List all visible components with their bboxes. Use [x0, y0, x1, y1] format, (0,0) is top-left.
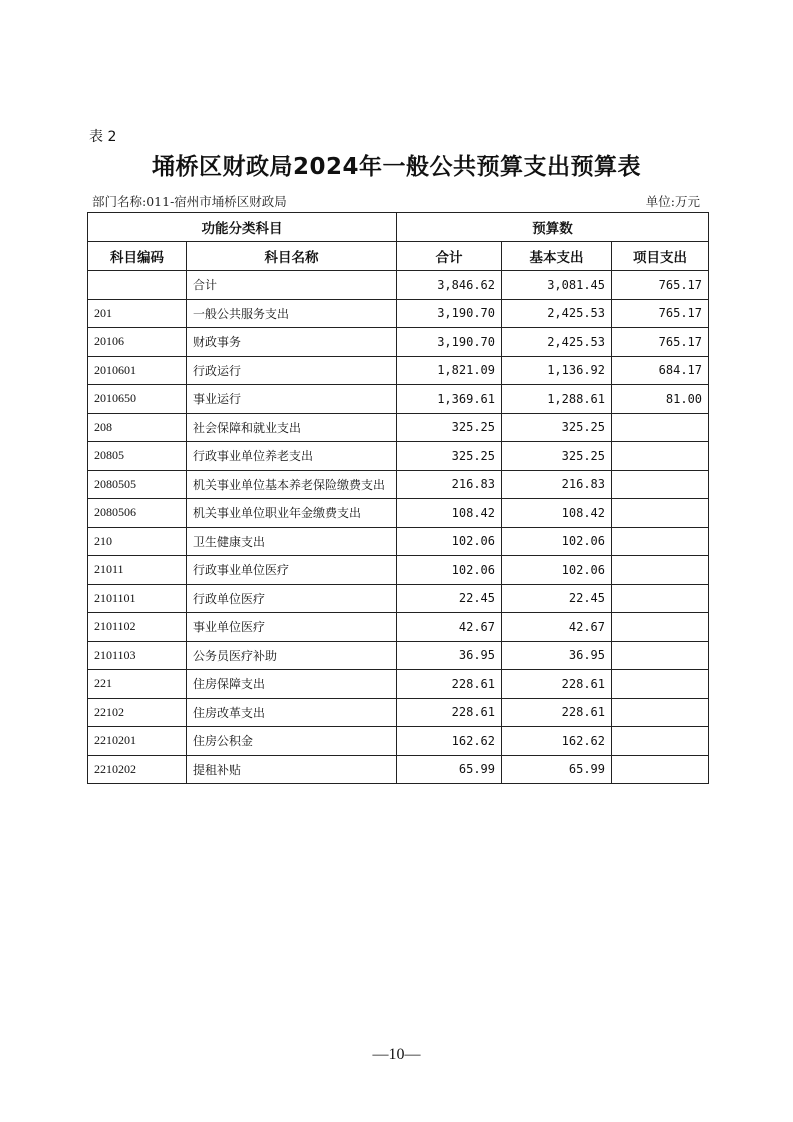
column-header-basic: 基本支出 [502, 242, 612, 271]
cell-basic: 216.83 [502, 470, 612, 499]
cell-code: 22102 [88, 698, 187, 727]
table-row [88, 413, 709, 442]
cell-basic: 65.99 [502, 755, 612, 784]
cell-name: 公务员医疗补助 [187, 641, 397, 670]
cell-project: 81.00 [612, 385, 709, 414]
column-header-row [88, 242, 709, 271]
cell-total: 325.25 [397, 442, 502, 471]
table-row [88, 556, 709, 585]
cell-project [612, 755, 709, 784]
table-row [88, 499, 709, 528]
cell-total: 36.95 [397, 641, 502, 670]
cell-name: 合计 [187, 271, 397, 300]
cell-basic: 228.61 [502, 698, 612, 727]
column-header-code: 科目编码 [88, 242, 187, 271]
cell-total: 108.42 [397, 499, 502, 528]
group-header-row [88, 213, 709, 242]
cell-code: 208 [88, 413, 187, 442]
cell-code: 2080506 [88, 499, 187, 528]
cell-basic: 102.06 [502, 527, 612, 556]
cell-basic: 102.06 [502, 556, 612, 585]
cell-total: 102.06 [397, 527, 502, 556]
cell-project [612, 499, 709, 528]
cell-project [612, 527, 709, 556]
cell-basic: 2,425.53 [502, 299, 612, 328]
table-row [88, 328, 709, 357]
table-row [88, 727, 709, 756]
cell-basic: 42.67 [502, 613, 612, 642]
table-row [88, 670, 709, 699]
cell-name: 机关事业单位职业年金缴费支出 [187, 499, 397, 528]
cell-name: 行政运行 [187, 356, 397, 385]
cell-project: 765.17 [612, 299, 709, 328]
cell-code: 201 [88, 299, 187, 328]
cell-project [612, 556, 709, 585]
table-row [88, 641, 709, 670]
cell-basic: 228.61 [502, 670, 612, 699]
cell-total: 102.06 [397, 556, 502, 585]
cell-project [612, 698, 709, 727]
cell-basic: 108.42 [502, 499, 612, 528]
cell-name: 住房改革支出 [187, 698, 397, 727]
budget-table [87, 212, 709, 784]
cell-project: 684.17 [612, 356, 709, 385]
page-number: —10— [372, 1046, 421, 1063]
table-row [88, 584, 709, 613]
table-body [88, 271, 709, 784]
cell-name: 住房公积金 [187, 727, 397, 756]
cell-code: 2101103 [88, 641, 187, 670]
cell-code: 210 [88, 527, 187, 556]
cell-basic: 2,425.53 [502, 328, 612, 357]
cell-total: 65.99 [397, 755, 502, 784]
cell-basic: 325.25 [502, 442, 612, 471]
cell-code: 2101101 [88, 584, 187, 613]
cell-total: 42.67 [397, 613, 502, 642]
cell-project [612, 613, 709, 642]
table-row [88, 470, 709, 499]
cell-project [612, 641, 709, 670]
column-header-name: 科目名称 [187, 242, 397, 271]
cell-code: 2101102 [88, 613, 187, 642]
table-label: 表 2 [89, 129, 117, 145]
table-row [88, 385, 709, 414]
cell-project [612, 584, 709, 613]
column-header-total: 合计 [397, 242, 502, 271]
cell-total: 228.61 [397, 698, 502, 727]
cell-total: 1,821.09 [397, 356, 502, 385]
table-row [88, 356, 709, 385]
cell-code: 2010650 [88, 385, 187, 414]
cell-name: 卫生健康支出 [187, 527, 397, 556]
page-title: 埇桥区财政局2024年一般公共预算支出预算表 [151, 154, 641, 180]
cell-code: 2210202 [88, 755, 187, 784]
cell-total: 3,190.70 [397, 299, 502, 328]
cell-name: 行政单位医疗 [187, 584, 397, 613]
cell-project [612, 470, 709, 499]
cell-project [612, 727, 709, 756]
unit-label: 单位:万元 [645, 194, 700, 209]
cell-total: 3,190.70 [397, 328, 502, 357]
cell-basic: 1,136.92 [502, 356, 612, 385]
cell-name: 事业运行 [187, 385, 397, 414]
cell-total: 1,369.61 [397, 385, 502, 414]
cell-name: 社会保障和就业支出 [187, 413, 397, 442]
cell-code: 221 [88, 670, 187, 699]
cell-total: 325.25 [397, 413, 502, 442]
cell-name: 一般公共服务支出 [187, 299, 397, 328]
cell-project: 765.17 [612, 328, 709, 357]
cell-basic: 3,081.45 [502, 271, 612, 300]
column-header-project: 项目支出 [612, 242, 709, 271]
cell-code [88, 271, 187, 300]
cell-project [612, 670, 709, 699]
cell-total: 228.61 [397, 670, 502, 699]
cell-total: 216.83 [397, 470, 502, 499]
category-group-header: 功能分类科目 [88, 213, 397, 242]
cell-code: 20805 [88, 442, 187, 471]
cell-code: 2010601 [88, 356, 187, 385]
cell-name: 行政事业单位医疗 [187, 556, 397, 585]
cell-project [612, 442, 709, 471]
cell-basic: 36.95 [502, 641, 612, 670]
cell-name: 行政事业单位养老支出 [187, 442, 397, 471]
department-name: 部门名称:011-宿州市埇桥区财政局 [92, 194, 287, 209]
cell-code: 21011 [88, 556, 187, 585]
cell-total: 3,846.62 [397, 271, 502, 300]
cell-name: 机关事业单位基本养老保险缴费支出 [187, 470, 397, 499]
cell-name: 财政事务 [187, 328, 397, 357]
cell-project [612, 413, 709, 442]
cell-code: 2210201 [88, 727, 187, 756]
cell-basic: 325.25 [502, 413, 612, 442]
cell-name: 提租补贴 [187, 755, 397, 784]
cell-code: 20106 [88, 328, 187, 357]
table-row [88, 698, 709, 727]
cell-basic: 162.62 [502, 727, 612, 756]
cell-basic: 22.45 [502, 584, 612, 613]
cell-total: 22.45 [397, 584, 502, 613]
table-row [88, 271, 709, 300]
table-row [88, 299, 709, 328]
budget-group-header: 预算数 [397, 213, 709, 242]
cell-project: 765.17 [612, 271, 709, 300]
cell-name: 事业单位医疗 [187, 613, 397, 642]
cell-name: 住房保障支出 [187, 670, 397, 699]
cell-total: 162.62 [397, 727, 502, 756]
cell-basic: 1,288.61 [502, 385, 612, 414]
table-row [88, 755, 709, 784]
cell-code: 2080505 [88, 470, 187, 499]
table-row [88, 527, 709, 556]
table-row [88, 442, 709, 471]
table-row [88, 613, 709, 642]
